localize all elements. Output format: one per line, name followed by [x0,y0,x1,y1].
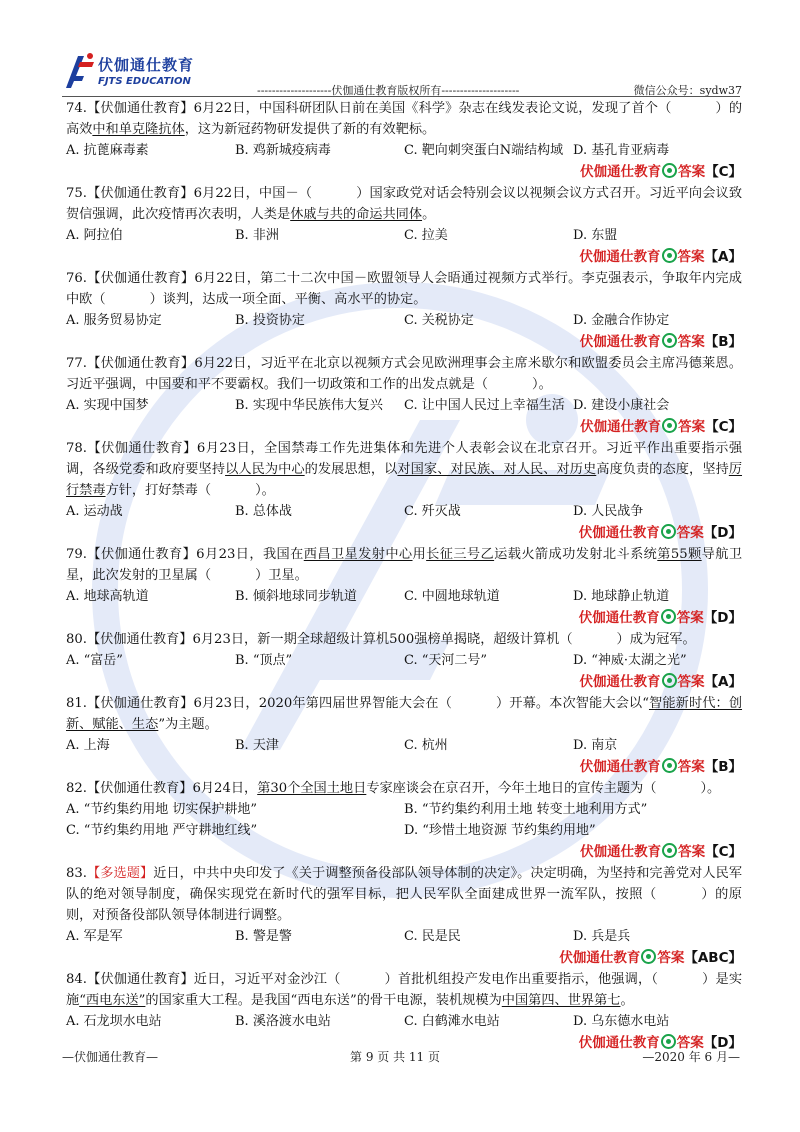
question-stem [66,969,742,1011]
option-d: D. “珍惜土地资源 节约集约用地” [404,823,596,838]
option-d: D. 东盟 [573,228,618,243]
answer-label: 答案 [678,844,706,860]
answer-label: 答案 [677,249,705,265]
question-number: 83. [66,866,87,881]
copyright-notice: --------------------伏伽通仕教育版权所有--------------------- [257,84,520,97]
answer-source: 伏伽通仕教育 [579,334,661,350]
answer-value: C [718,419,729,435]
answer-label: 答案 [676,1035,704,1051]
source-tag: 【伏伽通仕教育】 [86,547,197,562]
source-tag: 【伏伽通仕教育】 [86,101,194,116]
question-text: ）谈判，达成一项全面、平衡、高水平的协定。 [149,292,427,307]
source-tag: 【伏伽通仕教育】 [86,696,194,711]
question-stem [66,544,742,586]
option-d: D. 金融合作协定 [573,313,670,328]
option-a: A. “富岳” [66,653,123,668]
underlined-keyword: 智能新时代：创新、赋能、生态 [66,696,743,732]
question-stem [66,268,742,310]
multi-choice-tag: 【多选题】 [86,866,154,881]
header-divider [62,96,740,97]
option-a: A. 石龙坝水电站 [66,1014,162,1029]
option-c: C. 靶向刺突蛋白N端结构域 [404,143,564,158]
question-text: 6月24日， [192,781,258,796]
underlined-keyword: “西电东送” [79,993,146,1008]
source-tag: 【伏伽通仕教育】 [86,271,195,286]
option-d: D. 建设小康社会 [573,398,670,413]
bullet-circle-icon [662,843,677,858]
option-d: D. 地球静止轨道 [573,589,670,604]
answer-label: 答案 [677,334,705,350]
answer-source: 伏伽通仕教育 [578,525,660,541]
option-list [66,1011,742,1032]
source-tag: 【伏伽通仕教育】 [86,356,195,371]
question-text: ，这为新冠药物研发提供了新的有效靶标。 [184,122,436,137]
footer-brand: —伏伽通仕教育— [62,1050,159,1064]
answer-value: C [718,164,729,180]
answer-label: 答案 [676,525,704,541]
question-text: ”为主题。 [158,717,218,732]
option-list [66,735,742,756]
question-text: 导航卫星，此次发射的卫星属（ [66,547,743,583]
underlined-keyword: 长征三号乙 [426,547,495,562]
question-stem [66,183,742,225]
bullet-circle-icon [661,1034,676,1049]
answer-value: A [718,674,729,690]
page-number: 第 9 页 共 11 页 [350,1050,440,1064]
underlined-keyword: 第30个全国土地日 [257,781,367,796]
option-c: C. 关税协定 [404,313,474,328]
question-number: 77. [66,356,87,371]
brand-name-cn: 伏伽通仕教育 [98,56,195,74]
underlined-keyword: 中和单克隆抗体 [92,122,185,137]
question-number: 78. [66,441,87,456]
answer-value: B [718,334,729,350]
question-text: 的国家重大工程。是我国“西电东送”的骨干电源，装机规模为 [145,993,502,1008]
answer-source: 伏伽通仕教育 [578,610,660,626]
brand-logo-icon [62,52,96,90]
question-text: 6月23日，全国禁毒工作先进集体和先进个人表彰会议在北京召开。习近平作出重要指示强调，各级党委和政府要坚持 [66,441,743,477]
answer-label: 答案 [657,950,685,966]
underlined-keyword: 第55颗 [657,547,702,562]
question-number: 75. [66,186,87,201]
option-list [66,225,742,246]
bullet-circle-icon [661,524,676,539]
option-b: B. 警是警 [235,929,292,944]
option-c: C. “天河二号” [404,653,488,668]
option-list [66,140,742,161]
answer-value: A [718,249,729,265]
option-a: A. 地球高轨道 [66,589,149,604]
answer-source: 伏伽通仕教育 [580,164,662,180]
underlined-keyword: 以人民为中心 [225,462,305,477]
page-header [62,52,742,100]
option-b: B. “节约集约利用土地 转变土地利用方式” [404,802,648,817]
answer-source: 伏伽通仕教育 [580,419,662,435]
question-stem [66,353,742,395]
underlined-keyword: 厉行禁毒 [66,462,743,498]
question-text: 。 [422,207,436,222]
answer-line: 伏伽通仕教育 答案【A】 [579,249,742,265]
question-text: 近日，习近平对金沙江（ [193,972,341,987]
answer-line: 伏伽通仕教育 答案【C】 [580,164,742,180]
answer-line: 伏伽通仕教育 答案【C】 [580,844,742,860]
answer-line: 伏伽通仕教育 答案【A】 [579,674,742,690]
option-a: A. 军是军 [66,929,123,944]
question-number: 82. [66,781,87,796]
option-d: D. “神威·太湖之光” [573,653,687,668]
answer-line: 伏伽通仕教育 答案【D】 [578,1035,742,1051]
answer-line: 伏伽通仕教育 答案【ABC】 [559,950,742,966]
option-c: C. 歼灭战 [404,504,461,519]
answer-label: 答案 [677,759,705,775]
option-c: C. 杭州 [404,738,448,753]
bullet-circle-icon [662,758,677,773]
question-stem [66,629,742,650]
option-b: B. 倾斜地球同步轨道 [235,589,357,604]
underlined-keyword: 中国第四、世界第七 [501,993,621,1008]
question-block [66,98,742,183]
question-number: 79. [66,547,87,562]
question-text: 运载火箭成功发射北斗系统 [494,547,658,562]
question-list [66,98,742,1054]
question-text: 近日，中共中央印发了《关于调整预备役部队领导体制的决定》。决定明确，为坚持和完善党对人民军队的绝对领导制度，确保实现党在新时代的强军目标，把人民军队全面建成世界一流军队，按照（ [66,866,743,902]
question-stem [66,863,742,926]
answer-value: B [718,759,729,775]
answer-line: 伏伽通仕教育 答案【C】 [580,419,742,435]
question-block [66,183,742,268]
question-text: 。 [620,993,634,1008]
question-text: ）是实施 [66,972,743,1008]
option-b: B. 总体战 [235,504,292,519]
answer-source: 伏伽通仕教育 [580,844,662,860]
answer-source: 伏伽通仕教育 [579,674,661,690]
answer-value: ABC [697,950,729,966]
option-b: B. 溪洛渡水电站 [235,1014,331,1029]
question-number: 74. [66,101,87,116]
underlined-keyword: 对国家、对民族、对人民、对历史 [397,462,597,477]
question-block [66,438,742,544]
answer-label: 答案 [677,674,705,690]
question-text: 6月22日，第二十二次中国－欧盟领导人会晤通过视频方式举行。李克强表示，争取年内完成中欧（ [66,271,742,307]
question-number: 84. [66,972,87,987]
question-block [66,629,742,693]
source-tag: 【伏伽通仕教育】 [86,186,194,201]
option-list [66,310,742,331]
option-list [66,586,742,607]
question-text: ）。 [255,483,275,498]
answer-value: D [717,610,729,626]
option-c: C. 中圆地球轨道 [404,589,500,604]
option-b: B. 非洲 [235,228,279,243]
question-block [66,969,742,1054]
wechat-account: 微信公众号：sydw37 [633,84,742,97]
question-block [66,693,742,778]
question-text: 6月23日，我国在 [196,547,304,562]
source-tag: 【伏伽通仕教育】 [86,441,197,456]
bullet-circle-icon [662,333,677,348]
bullet-circle-icon [661,609,676,624]
question-text: 的发展思想，以 [304,462,398,477]
answer-value: C [718,844,729,860]
bullet-circle-icon [662,163,677,178]
option-d: D. 南京 [573,738,618,753]
question-stem [66,438,742,501]
question-number: 80. [66,632,87,647]
question-number: 81. [66,696,87,711]
question-text: ）的高效 [66,101,743,137]
option-list [66,501,742,522]
question-text: ）成为冠军。 [616,632,696,647]
question-text: 用 [412,547,427,562]
question-stem [66,98,742,140]
option-a: A. “节约集约用地 切实保护耕地” [66,802,258,817]
option-b: B. 实现中华民族伟大复兴 [235,398,383,413]
answer-label: 答案 [678,164,706,180]
option-c: C. 白鹤滩水电站 [404,1014,500,1029]
bullet-circle-icon [662,673,677,688]
option-b: B. 天津 [235,738,279,753]
option-a: A. 实现中国梦 [66,398,149,413]
option-d: D. 人民战争 [573,504,644,519]
question-text: 高度负责的态度，坚持 [596,462,729,477]
question-stem [66,693,742,735]
question-block [66,268,742,353]
question-text: 6月23日，新一期全球超级计算机500强榜单揭晓，超级计算机（ [192,632,573,647]
question-block [66,863,742,969]
answer-line: 伏伽通仕教育 答案【B】 [579,759,742,775]
option-list [66,799,742,841]
answer-value: D [717,1035,729,1051]
question-text: ）国家政党对话会特别会议以视频会议方式召开。习近平向会议致贺信强调，此次疫情再次表明，人类是 [66,186,743,222]
question-block [66,544,742,629]
option-a: A. 服务贸易协定 [66,313,162,328]
question-text: 方针，打好禁毒（ [105,483,212,498]
answer-line: 伏伽通仕教育 答案【D】 [578,610,742,626]
question-text: ）。 [700,781,721,796]
option-a: A. 阿拉伯 [66,228,123,243]
option-c: C. 民是民 [404,929,461,944]
option-a: A. 运动战 [66,504,123,519]
answer-value: D [717,525,729,541]
option-list [66,650,742,671]
option-b: B. 投资协定 [235,313,305,328]
source-tag: 【伏伽通仕教育】 [86,632,193,647]
source-tag: 【伏伽通仕教育】 [86,972,194,987]
question-text: ）卫星。 [255,568,308,583]
answer-line: 伏伽通仕教育 答案【D】 [578,525,742,541]
option-b: B. “顶点” [235,653,293,668]
question-text: ）首批机组投产发电作出重要指示，他强调，（ [384,972,659,987]
brand-name-en: FJTS EDUCATION [98,76,191,87]
answer-source: 伏伽通仕教育 [579,759,661,775]
question-text: 专家座谈会在京召开，今年土地日的宣传主题为（ [366,781,657,796]
option-c: C. 让中国人民过上幸福生活 [404,398,565,413]
question-text: 6月22日，习近平在北京以视频方式会见欧洲理事会主席米歇尔和欧盟委员会主席冯德莱恩。习近平强调，中国要和平不要霸权。我们一切政策和工作的出发点就是（ [66,356,742,392]
option-c: C. 拉美 [404,228,448,243]
question-text: ）的原则，对预备役部队领导体制进行调整。 [66,887,742,923]
question-block [66,353,742,438]
option-d: D. 乌东德水电站 [573,1014,670,1029]
bullet-circle-icon [662,248,677,263]
answer-label: 答案 [678,419,706,435]
answer-line: 伏伽通仕教育 答案【B】 [579,334,742,350]
bullet-circle-icon [662,418,677,433]
option-c: C. “节约集约用地 严守耕地红线” [66,823,258,838]
bullet-circle-icon [641,949,656,964]
answer-label: 答案 [676,610,704,626]
question-block [66,778,742,863]
answer-source: 伏伽通仕教育 [559,950,641,966]
question-stem [66,778,742,799]
underlined-keyword: 休戚与共的命运共同体 [290,207,423,222]
option-list [66,395,742,416]
source-tag: 【伏伽通仕教育】 [86,781,193,796]
question-text: ）开幕。本次智能大会以“ [495,696,649,711]
question-text: 6月23日，2020年第四届世界智能大会在（ [193,696,452,711]
answer-source: 伏伽通仕教育 [578,1035,660,1051]
underlined-keyword: 西昌卫星发射中心 [303,547,413,562]
option-a: A. 抗蓖麻毒素 [66,143,149,158]
question-number: 76. [66,271,87,286]
footer-date: —2020 年 6 月— [642,1050,740,1064]
option-list [66,926,742,947]
question-text: 6月22日，中国科研团队日前在美国《科学》杂志在线发表论文说，发现了首个（ [193,101,672,116]
option-a: A. 上海 [66,738,110,753]
answer-source: 伏伽通仕教育 [579,249,661,265]
question-text: 6月22日，中国－（ [193,186,313,201]
option-d: D. 基孔肯亚病毒 [573,143,670,158]
option-d: D. 兵是兵 [573,929,631,944]
option-b: B. 鸡新城疫病毒 [235,143,331,158]
brand-name [98,54,194,87]
question-text: ）。 [532,377,552,392]
